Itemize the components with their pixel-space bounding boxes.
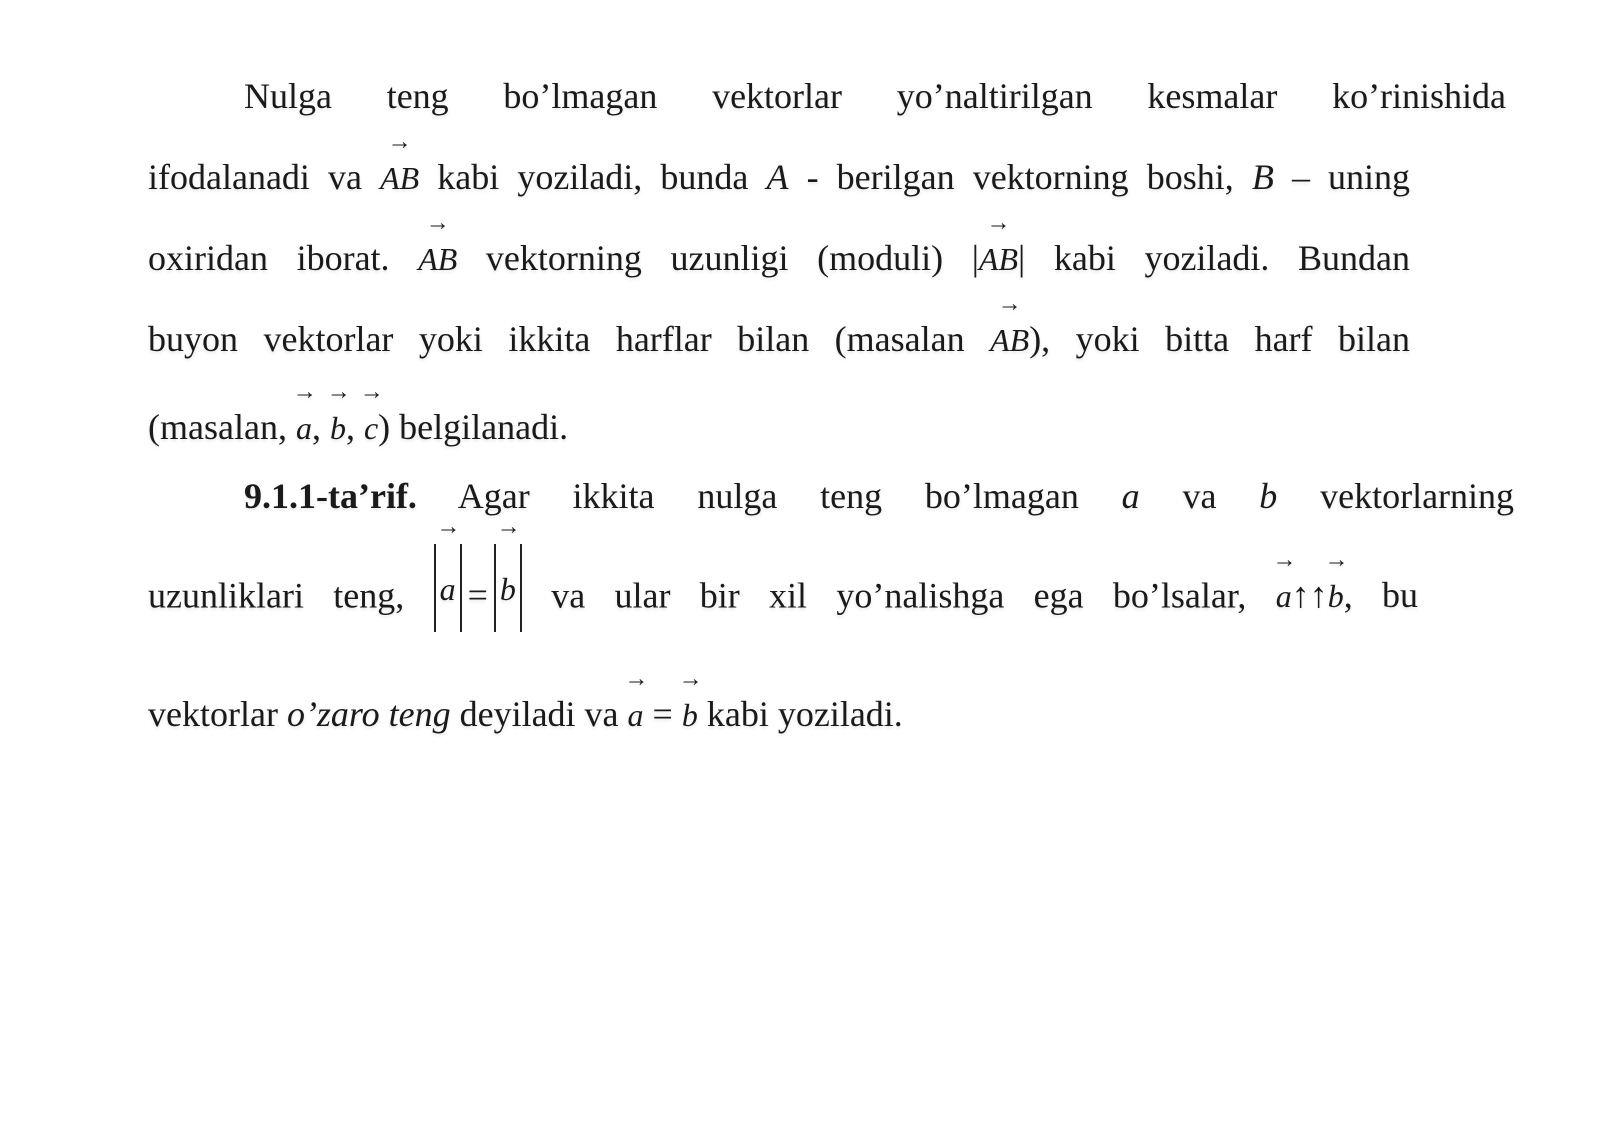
paragraph1-line4 <box>148 317 1410 362</box>
vector-a: → a <box>440 545 456 633</box>
paragraph1-line5 <box>148 405 1410 450</box>
text: va ular bir xil yo’nalishga ega bo’lsalar, <box>551 575 1247 616</box>
text: kesmalar <box>1147 76 1278 116</box>
variable-a: a <box>1121 476 1140 516</box>
vector-AB: → AB <box>380 156 419 200</box>
equals-sign: = <box>467 575 488 616</box>
text: (masalan, <box>148 407 287 447</box>
text: , bu <box>1343 575 1419 616</box>
comma: , <box>345 407 355 447</box>
vector-AB: → AB <box>979 237 1018 281</box>
text: ), yoki bitta harf bilan <box>1029 319 1410 359</box>
text: ) belgilanadi. <box>378 407 569 447</box>
vector-b: → b <box>682 693 698 737</box>
text: deyiladi va <box>459 694 619 734</box>
text: kabi yoziladi. Bundan <box>1053 238 1411 278</box>
equals-sign: = <box>652 694 673 734</box>
vector-b: → b <box>330 406 346 450</box>
abs-b <box>494 544 522 632</box>
vector-example <box>990 319 1410 359</box>
codirectional-arrows-icon: ↑↑ <box>1291 575 1328 616</box>
text: ifodalanadi va <box>148 157 362 197</box>
text: – uning <box>1291 157 1411 197</box>
text: vektorlar <box>712 76 843 116</box>
text: bo’lmagan <box>503 76 658 116</box>
modulus-equality <box>434 571 522 616</box>
vector-a: → a <box>628 693 644 737</box>
comma: , <box>311 407 321 447</box>
text: kabi yoziladi. <box>706 694 903 734</box>
text: oxiridan iborat. <box>148 238 390 278</box>
text: va <box>1182 476 1217 516</box>
definition-label: 9.1.1-ta’rif. <box>244 476 417 516</box>
vector-b: → b <box>500 545 516 633</box>
text: uzunliklari teng, <box>148 575 405 616</box>
text: buyon vektorlar yoki ikkita harflar bilan (masalan <box>148 319 965 359</box>
text: Agar ikkita nulga teng bo’lmagan <box>457 476 1079 516</box>
abs-a <box>434 544 462 632</box>
paragraph1-line3 <box>148 236 1410 281</box>
text: ko’rinishida <box>1332 76 1507 116</box>
emphasis-text: o’zaro teng <box>286 694 451 734</box>
text: vektorlar <box>148 694 278 734</box>
vector-b: → b <box>1328 574 1344 618</box>
variable-A: A <box>766 157 789 197</box>
codirectional-relation <box>1276 575 1418 615</box>
text: yo’naltirilgan <box>896 76 1093 116</box>
paragraph2-line1 <box>148 474 1514 518</box>
variable-b: b <box>1259 476 1278 516</box>
text: Nulga <box>244 76 332 116</box>
abs-bar-left: | <box>971 238 979 278</box>
text: vektorning uzunligi (moduli) <box>485 238 944 278</box>
paragraph1-line1 <box>148 74 1506 118</box>
variable-B: B <box>1251 157 1274 197</box>
vector-c: → c <box>364 406 378 450</box>
paragraph1-line2 <box>148 155 1410 200</box>
vector-AB: → AB <box>418 237 457 281</box>
vector-AB: → AB <box>990 318 1029 362</box>
vector-modulus <box>972 238 1026 278</box>
text: teng <box>386 76 449 116</box>
text: vektorlarning <box>1320 476 1515 516</box>
paragraph2-line2 <box>148 566 1418 632</box>
vector-a: → a <box>1276 574 1292 618</box>
paragraph2-line3 <box>148 692 1410 737</box>
text: - berilgan vektorning boshi, <box>806 157 1234 197</box>
text: kabi yoziladi, bunda <box>437 157 749 197</box>
abs-bar-right: | <box>1018 238 1026 278</box>
vector-a: → a <box>296 406 312 450</box>
